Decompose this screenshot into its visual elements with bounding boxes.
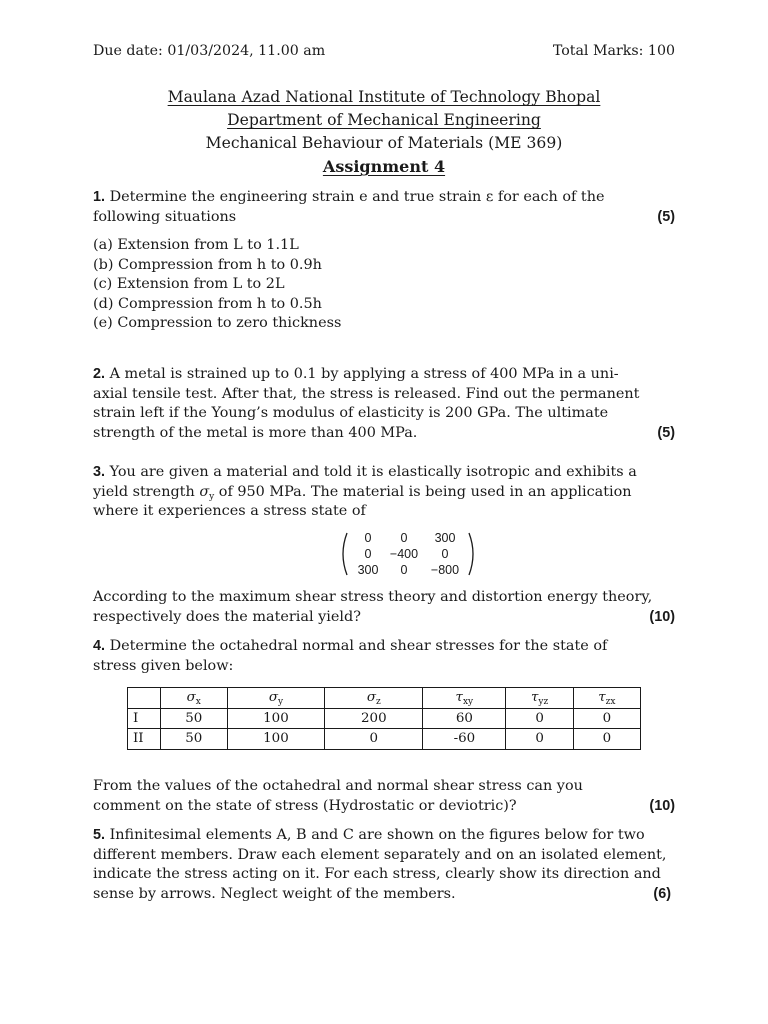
question-4 — [93, 637, 675, 676]
question-number: 5. — [93, 827, 106, 843]
matrix-cell: 300 — [434, 531, 456, 545]
question-text: From the values of the octahedral and normal shear stress can you — [93, 778, 583, 794]
total-marks: Total Marks: 100 — [552, 43, 675, 59]
column-header — [325, 688, 423, 709]
header-symbol: τ — [598, 690, 606, 705]
table-cell: 0 — [506, 729, 573, 750]
question-2 — [93, 365, 675, 443]
header-subscript: xy — [462, 697, 474, 707]
question-3 — [93, 463, 675, 522]
question-text: strength of the metal is more than 400 MPa. — [93, 424, 418, 441]
question-number: 3. — [93, 464, 106, 480]
table-cell: -60 — [423, 729, 506, 750]
column-header — [161, 688, 228, 709]
list-item: (e) Compression to zero thickness — [93, 315, 342, 332]
column-header — [573, 688, 640, 709]
column-header — [227, 688, 325, 709]
header-subscript: z — [376, 697, 381, 707]
matrix-body — [350, 530, 468, 578]
column-header — [423, 688, 506, 709]
header-symbol: σ — [366, 690, 377, 705]
header-subscript: y — [277, 697, 284, 707]
question-text: sense by arrows. Neglect weight of the members. — [93, 885, 456, 902]
list-item: (c) Extension from L to 2L — [93, 276, 285, 293]
matrix-cell: 0 — [364, 531, 372, 545]
question-text: strain left if the Young’s modulus of elasticity is 200 GPa. The ultimate — [93, 405, 609, 422]
marks-label: (10) — [649, 608, 675, 625]
marks-label: (6) — [653, 885, 671, 902]
question-text: of 950 MPa. The material is being used in an application — [214, 483, 632, 500]
question-text: You are given a material and told it is elastically isotropic and exhibits a — [109, 464, 637, 480]
table-cell: 60 — [423, 708, 506, 729]
matrix-cell: 0 — [441, 547, 449, 561]
question-text: Determine the octahedral normal and shear stresses for the state of — [109, 638, 608, 654]
table-row — [128, 729, 641, 750]
q1-item-list — [93, 236, 341, 334]
stress-table — [127, 687, 641, 750]
table-cell: 0 — [573, 729, 640, 750]
question-text: respectively does the material yield? — [93, 608, 361, 625]
header-symbol: σ — [186, 690, 196, 705]
table-cell: 0 — [325, 729, 423, 750]
question-text: where it experiences a stress state of — [93, 503, 366, 520]
table-cell: 0 — [573, 708, 640, 729]
stress-matrix — [338, 530, 478, 578]
marks-label: (5) — [657, 208, 675, 225]
question-1 — [93, 188, 675, 227]
course-title: Mechanical Behaviour of Materials (ME 369) — [205, 134, 563, 152]
list-item: (a) Extension from L to 1.1L — [93, 237, 299, 253]
question-3-continued — [93, 588, 675, 627]
subscript: y — [209, 491, 215, 502]
table-cell: 0 — [506, 708, 573, 729]
header-row — [93, 42, 675, 62]
question-text: axial tensile test. After that, the stress is released. Find out the permanent — [93, 385, 640, 402]
header-subscript: zx — [605, 697, 616, 707]
question-text: following situations — [93, 208, 237, 225]
header-symbol: τ — [455, 690, 463, 705]
matrix-cell: 0 — [400, 531, 408, 545]
table-row — [128, 708, 641, 729]
question-text: A metal is strained up to 0.1 by applying a stress of 400 MPa in a uni- — [109, 366, 619, 382]
row-label: I — [128, 708, 161, 729]
list-item: (d) Compression from h to 0.5h — [93, 295, 322, 312]
question-text: yield strength — [93, 483, 200, 500]
column-header — [506, 688, 573, 709]
matrix-cell: 300 — [357, 563, 379, 577]
question-text: indicate the stress acting on it. For each stress, clearly show its direction and — [93, 866, 661, 883]
matrix-cell: 0 — [400, 563, 408, 577]
table-cell: 50 — [161, 729, 228, 750]
list-item: (b) Compression from h to 0.9h — [93, 256, 322, 273]
row-label: II — [128, 729, 161, 750]
question-number: 4. — [93, 638, 106, 654]
matrix-cell: −800 — [430, 563, 460, 577]
table-corner-cell — [128, 688, 161, 709]
marks-label: (10) — [649, 797, 675, 814]
header-subscript: x — [195, 697, 201, 707]
question-text: According to the maximum shear stress theory and distortion energy theory, — [93, 589, 653, 605]
question-text: comment on the state of stress (Hydrostatic or deviotric)? — [93, 797, 517, 814]
table-cell: 50 — [161, 708, 228, 729]
assignment-title: Assignment 4 — [322, 157, 446, 176]
question-text: stress given below: — [93, 657, 234, 674]
header-symbol: τ — [530, 690, 539, 705]
question-number: 1. — [93, 189, 106, 205]
header-symbol: σ — [268, 690, 278, 705]
table-cell: 100 — [227, 729, 325, 750]
due-date: Due date: 01/03/2024, 11.00 am — [93, 43, 326, 59]
department-name: Department of Mechanical Engineering — [227, 111, 541, 129]
table-cell: 200 — [325, 708, 423, 729]
matrix-cell: −400 — [389, 547, 419, 561]
sigma-symbol: σ — [199, 483, 210, 500]
marks-label: (5) — [657, 424, 675, 441]
header-subscript: yz — [538, 697, 549, 707]
question-text: Determine the engineering strain e and true strain ε for each of the — [109, 189, 605, 205]
table-cell: 100 — [227, 708, 325, 729]
question-4-continued — [93, 777, 675, 816]
question-number: 2. — [93, 366, 106, 382]
table-header-row — [128, 688, 641, 709]
question-5 — [93, 826, 675, 904]
question-text: Infinitesimal elements A, B and C are shown on the figures below for two — [109, 827, 645, 843]
institute-name: Maulana Azad National Institute of Technology Bhopal — [167, 88, 601, 106]
matrix-cell: 0 — [364, 547, 372, 561]
question-text: different members. Draw each element separately and on an isolated element, — [93, 846, 667, 863]
